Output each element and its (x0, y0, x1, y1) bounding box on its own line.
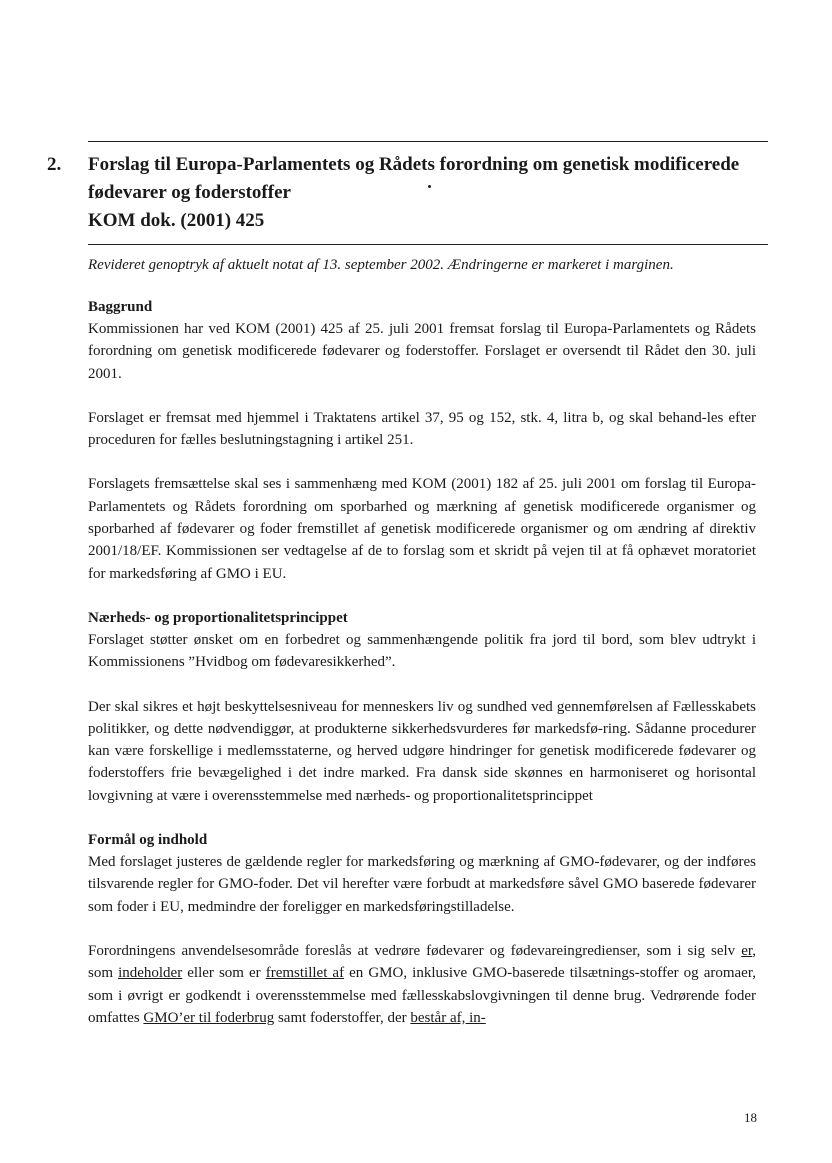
underlined-term: fremstillet af (265, 965, 345, 982)
underlined-term: indeholder (118, 965, 183, 982)
paragraph: Forslaget er fremsat med hjemmel i Traktatens artikel 37, 95 og 152, stk. 4, litra b, og skal behand-les efter proceduren for fælles beslutningstagning i artikel 251. (88, 409, 756, 449)
paragraph: Med forslaget justeres de gældende regler for markedsføring og mærkning af GMO-fødevarer, og der indføres tilsvarende regler for GMO-foder. Det vil herefter være forbudt at markedsføre såvel GMO baserede fødevarer som foder i EU, medmindre der foreligger en markedsføringstilladelse. (88, 854, 756, 915)
revision-note: Revideret genoptryk af aktuelt notat af 13. september 2002. Ændringerne er markeret i marginen. (88, 257, 674, 273)
middle-rule (88, 244, 768, 245)
heading-baggrund: Baggrund (88, 299, 153, 315)
underlined-term: GMO’er til foderbrug (143, 1009, 275, 1026)
page-number: 18 (744, 1110, 757, 1125)
paragraph: Forslaget støtter ønsket om en forbedret og sammenhængende politik fra jord til bord, som blev udtrykt i Kommissionens ”Hvidbog om fødevaresikkerhed”. (88, 631, 756, 671)
scope-text: Forordningens anvendelsesområde foreslås at vedrøre fødevarer og fødevareingredienser, som i sig selv (88, 942, 742, 959)
underlined-term: består af, in- (410, 1009, 486, 1026)
section-title-line-3: KOM dok. (2001) 425 (88, 210, 265, 231)
scope-text: en GMO, inklusive GMO-baserede tilsætnings-stoffer og aromaer, som i øvrigt er godkendt i overensstemmelse med fællesskabslovgivningen til denne brug. Vedrørende foder omfattes (88, 965, 756, 1026)
paragraph: Der skal sikres et højt beskyttelsesniveau for menneskers liv og sundhed ved gennemførelsen af Fællesskabets politikker, og dette nødvendiggør, at produkterne sikkerhedsvurderes før markedsfø-ring. Sådanne procedurer kan være forskellige i medlemsstaterne, og herved udgøre hindringer for genetisk modificerede fødevarer og foderstoffers frie bevægelighed i det indre marked. Fra dansk side skønnes en harmoniseret og horisontal lovgivning at være i overensstemmelse med nærheds- og proportionalitetsprincippet (88, 698, 756, 804)
paragraph: Kommissionen har ved KOM (2001) 425 af 25. juli 2001 fremsat forslag til Europa-Parlamentets og Rådets forordning om genetisk modificerede fødevarer og foderstoffer. Forslaget er oversendt til Rådet den 30. juli 2001. (88, 321, 756, 382)
section-number: 2. (47, 154, 62, 175)
section-title-line-2: fødevarer og foderstoffer (88, 182, 291, 203)
scope-paragraph (88, 940, 756, 1029)
scope-text: eller som er (182, 965, 266, 982)
scope-text: samt foderstoffer, der (274, 1009, 411, 1026)
scope-text: , som (88, 942, 756, 982)
body-text (88, 296, 756, 1029)
stray-dot (428, 185, 431, 188)
section-title (88, 151, 778, 235)
top-rule (88, 141, 768, 142)
paragraph: Forslagets fremsættelse skal ses i sammenhæng med KOM (2001) 182 af 25. juli 2001 om forslag til Europa-Parlamentets og Rådets forordning om sporbarhed og mærkning af genetisk modificerede organismer og sporbarhed af fødevarer og foder fremstillet af genetisk modificerede organismer og om ændring af direktiv 2001/18/EF. Kommissionen ser vedtagelse af de to forslag som et skridt på vejen til at få ophævet moratoriet for markedsføring af GMO i EU. (88, 476, 756, 582)
underlined-term: er (741, 942, 753, 959)
heading-formaal: Formål og indhold (88, 832, 208, 849)
heading-naerhed: Nærheds- og proportionalitetsprincippet (88, 609, 348, 626)
section-title-line-1: Forslag til Europa-Parlamentets og Rådets forordning om genetisk modificerede (88, 154, 740, 175)
